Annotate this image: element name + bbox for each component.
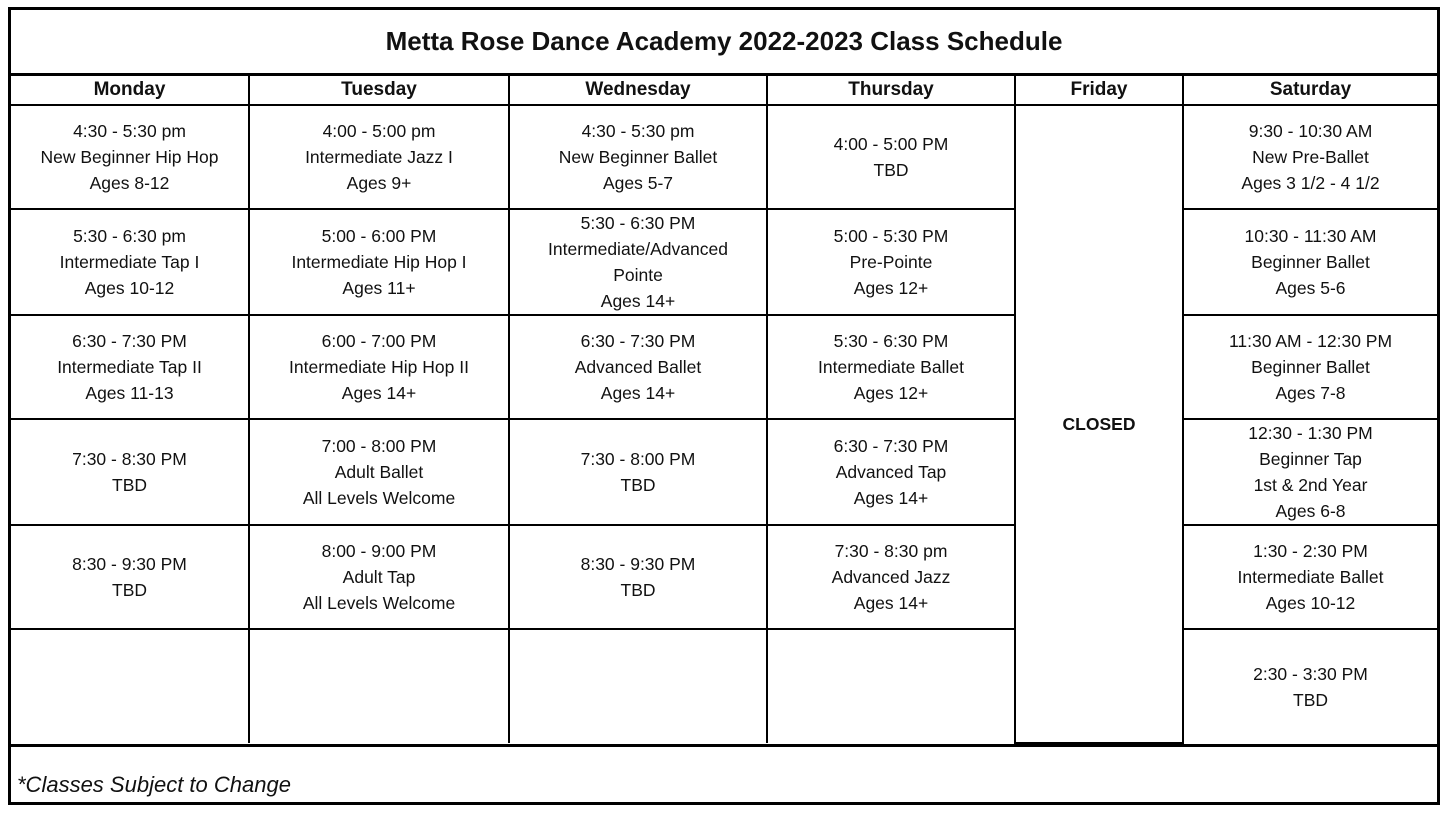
schedule-row	[11, 629, 1437, 743]
class-time: 4:30 - 5:30 pm	[73, 121, 186, 141]
class-time: 9:30 - 10:30 AM	[1248, 121, 1373, 141]
class-cell-monday	[11, 209, 249, 315]
class-detail: Ages 14+	[600, 383, 676, 403]
class-name: Intermediate Ballet	[1237, 567, 1384, 587]
class-cell-tuesday	[249, 315, 509, 419]
class-cell-thursday	[767, 525, 1015, 629]
class-name: Intermediate Tap I	[59, 252, 200, 272]
class-name: Beginner Tap	[1259, 449, 1362, 469]
class-cell-monday	[11, 525, 249, 629]
class-cell-wednesday	[509, 419, 767, 525]
class-detail: Ages 12+	[853, 278, 929, 298]
schedule-row	[11, 105, 1437, 209]
class-cell-tuesday	[249, 105, 509, 209]
class-cell-monday	[11, 629, 249, 743]
class-name: Adult Ballet	[334, 462, 424, 482]
class-name: Intermediate Hip Hop I	[291, 252, 467, 272]
class-time: 8:00 - 9:00 PM	[321, 541, 437, 561]
class-cell-tuesday	[249, 209, 509, 315]
class-detail: Ages 3 1/2 - 4 1/2	[1241, 173, 1380, 193]
class-time: 11:30 AM - 12:30 PM	[1228, 331, 1393, 351]
class-name: Advanced Tap	[835, 462, 947, 482]
class-time: 6:30 - 7:30 PM	[833, 436, 949, 456]
class-cell-thursday	[767, 629, 1015, 743]
class-cell-monday	[11, 105, 249, 209]
class-cell-wednesday	[509, 315, 767, 419]
class-name: Adult Tap	[342, 567, 416, 587]
class-cell-saturday	[1183, 629, 1437, 743]
class-detail: Ages 6-8	[1275, 501, 1346, 521]
class-time: 1:30 - 2:30 PM	[1253, 541, 1368, 561]
class-time: 4:30 - 5:30 pm	[581, 121, 695, 141]
day-header-row	[11, 76, 1437, 105]
class-time: 6:00 - 7:00 PM	[321, 331, 437, 351]
class-cell-thursday	[767, 419, 1015, 525]
class-name: TBD	[620, 475, 656, 495]
class-time: 8:30 - 9:30 PM	[72, 554, 187, 574]
class-name: TBD	[112, 475, 147, 495]
class-cell-wednesday	[509, 209, 767, 315]
class-cell-wednesday	[509, 629, 767, 743]
schedule-sheet	[8, 7, 1440, 805]
day-header-thursday: Thursday	[767, 76, 1015, 105]
class-name: New Beginner Hip Hop	[40, 147, 219, 167]
class-detail: Ages 14+	[853, 593, 929, 613]
class-time: 12:30 - 1:30 PM	[1248, 423, 1373, 443]
class-name: New Beginner Ballet	[558, 147, 718, 167]
schedule-row	[11, 209, 1437, 315]
class-cell-thursday	[767, 209, 1015, 315]
class-cell-tuesday	[249, 629, 509, 743]
class-cell-thursday	[767, 105, 1015, 209]
class-time: 4:00 - 5:00 pm	[322, 121, 436, 141]
class-name: Intermediate Ballet	[818, 357, 964, 377]
class-detail: All Levels Welcome	[302, 593, 456, 613]
class-name: Intermediate/Advanced	[548, 239, 728, 259]
class-name: TBD	[112, 580, 147, 600]
class-time: 4:00 - 5:00 PM	[833, 134, 949, 154]
day-header-saturday: Saturday	[1183, 76, 1437, 105]
class-detail: Ages 14+	[600, 291, 676, 311]
class-name: Advanced Jazz	[831, 567, 951, 587]
class-detail: Ages 7-8	[1275, 383, 1346, 403]
class-name: Intermediate Jazz I	[305, 147, 453, 167]
class-cell-saturday	[1183, 419, 1437, 525]
class-time: 5:00 - 6:00 PM	[321, 226, 437, 246]
friday-closed-cell: CLOSED	[1015, 105, 1183, 743]
class-cell-saturday	[1183, 315, 1437, 419]
class-cell-wednesday	[509, 525, 767, 629]
class-name: New Pre-Ballet	[1252, 147, 1369, 167]
class-detail: Pointe	[613, 265, 663, 285]
class-cell-thursday	[767, 315, 1015, 419]
class-time: 7:30 - 8:30 pm	[834, 541, 948, 561]
class-time: 10:30 - 11:30 AM	[1244, 226, 1377, 246]
day-header-wednesday: Wednesday	[509, 76, 767, 105]
class-cell-saturday	[1183, 525, 1437, 629]
class-name: TBD	[873, 160, 909, 180]
class-cell-monday	[11, 419, 249, 525]
class-time: 2:30 - 3:30 PM	[1253, 663, 1368, 684]
class-detail: Ages 11-13	[85, 383, 174, 403]
schedule-row	[11, 419, 1437, 525]
class-cell-monday	[11, 315, 249, 419]
class-time: 5:00 - 5:30 PM	[833, 226, 949, 246]
class-time: 5:30 - 6:30 PM	[833, 331, 949, 351]
class-detail: Ages 8-12	[89, 173, 170, 193]
class-detail: Ages 14+	[853, 488, 929, 508]
day-header-tuesday: Tuesday	[249, 76, 509, 105]
footnote: *Classes Subject to Change	[17, 772, 291, 797]
page-title: Metta Rose Dance Academy 2022-2023 Class Schedule	[11, 10, 1437, 76]
class-detail: Ages 14+	[341, 383, 417, 403]
class-name: Pre-Pointe	[849, 252, 933, 272]
class-name: Beginner Ballet	[1251, 252, 1370, 272]
class-time: 7:30 - 8:00 PM	[580, 449, 696, 469]
class-time: 5:30 - 6:30 pm	[73, 226, 186, 246]
class-detail: Ages 5-6	[1275, 278, 1346, 298]
class-name: Intermediate Tap II	[57, 357, 202, 377]
class-detail: Ages 9+	[346, 173, 412, 193]
class-detail: 1st & 2nd Year	[1253, 475, 1368, 495]
class-time: 7:30 - 8:30 PM	[72, 449, 187, 469]
schedule-row	[11, 315, 1437, 419]
class-detail: Ages 10-12	[84, 278, 175, 298]
class-detail: Ages 10-12	[1265, 593, 1356, 613]
day-header-friday: Friday	[1015, 76, 1183, 105]
class-time: 8:30 - 9:30 PM	[580, 554, 696, 574]
class-cell-saturday	[1183, 209, 1437, 315]
class-name: Intermediate Hip Hop II	[289, 357, 469, 377]
class-name: TBD	[620, 580, 656, 600]
day-header-monday: Monday	[11, 76, 249, 105]
class-name: TBD	[1293, 689, 1328, 710]
class-detail: Ages 5-7	[602, 173, 674, 193]
class-time: 6:30 - 7:30 PM	[72, 331, 187, 351]
class-time: 5:30 - 6:30 PM	[580, 213, 696, 233]
schedule-row	[11, 525, 1437, 629]
class-detail: Ages 12+	[853, 383, 929, 403]
class-time: 6:30 - 7:30 PM	[580, 331, 696, 351]
schedule-table	[11, 76, 1437, 744]
class-cell-tuesday	[249, 419, 509, 525]
class-cell-tuesday	[249, 525, 509, 629]
class-time: 7:00 - 8:00 PM	[321, 436, 437, 456]
class-detail: All Levels Welcome	[302, 488, 456, 508]
class-cell-saturday	[1183, 105, 1437, 209]
footnote-row	[11, 744, 1437, 802]
class-name: Beginner Ballet	[1251, 357, 1370, 377]
class-detail: Ages 11+	[342, 278, 416, 298]
class-name: Advanced Ballet	[574, 357, 702, 377]
class-cell-wednesday	[509, 105, 767, 209]
